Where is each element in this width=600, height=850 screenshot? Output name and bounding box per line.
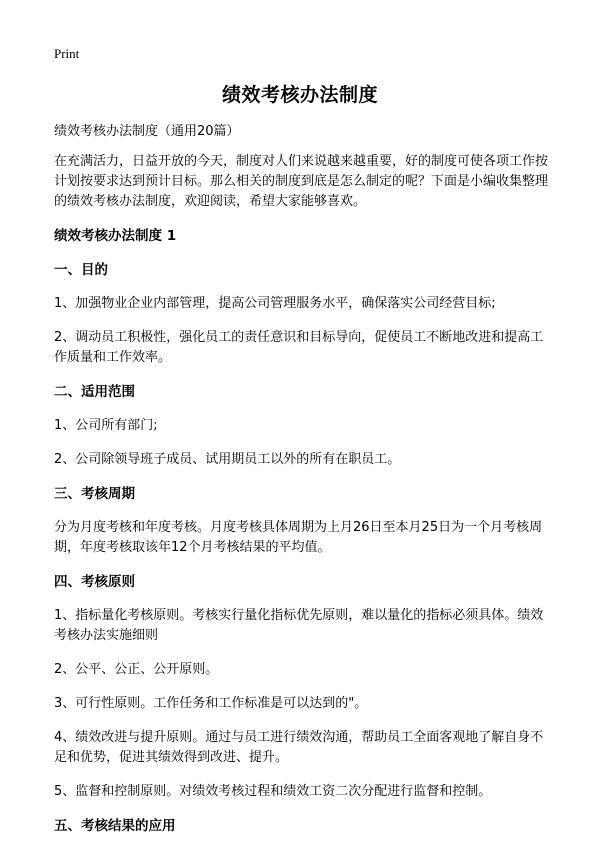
- page-title: 绩效考核办法制度: [221, 84, 378, 106]
- heading-results: 五、考核结果的应用: [54, 818, 176, 834]
- period-text: 分为月度考核和年度考核。月度考核具体周期为上月26日至本月25日为一个月考核周期，年度考核取该年12个月考核结果的平均值。: [54, 520, 543, 555]
- principle-item-5: 5、监督和控制原则。对绩效考核过程和绩效工资二次分配进行监督和控制。: [54, 784, 492, 799]
- scope-item-2: 2、公司除领导班子成员、试用期员工以外的所有在职员工。: [54, 452, 401, 467]
- print-link[interactable]: Print: [54, 46, 80, 61]
- scope-item-1: 1、公司所有部门;: [54, 418, 158, 433]
- purpose-item-1: 1、加强物业企业内部管理，提高公司管理服务水平，确保落实公司经营目标;: [54, 296, 496, 311]
- document-body: [54, 122, 552, 850]
- principle-item-3: 3、可行性原则。工作任务和工作标准是可以达到的"。: [54, 696, 368, 711]
- intro-paragraph: 在充满活力，日益开放的今天，制度对人们来说越来越重要，好的制度可使各项工作按计划按要求达到预计目标。那么相关的制度到底是怎么制定的呢？下面是小编收集整理的绩效考核办法制度，欢迎阅读，希望大家能够喜欢。: [54, 154, 549, 209]
- purpose-item-2: 2、调动员工积极性，强化员工的责任意识和目标导向，促使员工不断地改进和提高工作质量和工作效率。: [54, 330, 544, 365]
- heading-period: 三、考核周期: [54, 486, 135, 502]
- heading-scope: 二、适用范围: [54, 384, 135, 400]
- principle-item-1: 1、指标量化考核原则。考核实行量化指标优先原则，难以量化的指标必须具体。绩效考核办法实施细则: [54, 608, 544, 643]
- principle-item-2: 2、公平、公正、公开原则。: [54, 662, 219, 677]
- document-subtitle: 绩效考核办法制度（通用20篇）: [54, 124, 240, 139]
- heading-purpose: 一、目的: [54, 262, 108, 278]
- heading-principles: 四、考核原则: [54, 574, 135, 590]
- section-title: 绩效考核办法制度 1: [54, 228, 177, 244]
- principle-item-4: 4、绩效改进与提升原则。通过与员工进行绩效沟通，帮助员工全面客观地了解自身不足和优势，促进其绩效得到改进、提升。: [54, 730, 544, 765]
